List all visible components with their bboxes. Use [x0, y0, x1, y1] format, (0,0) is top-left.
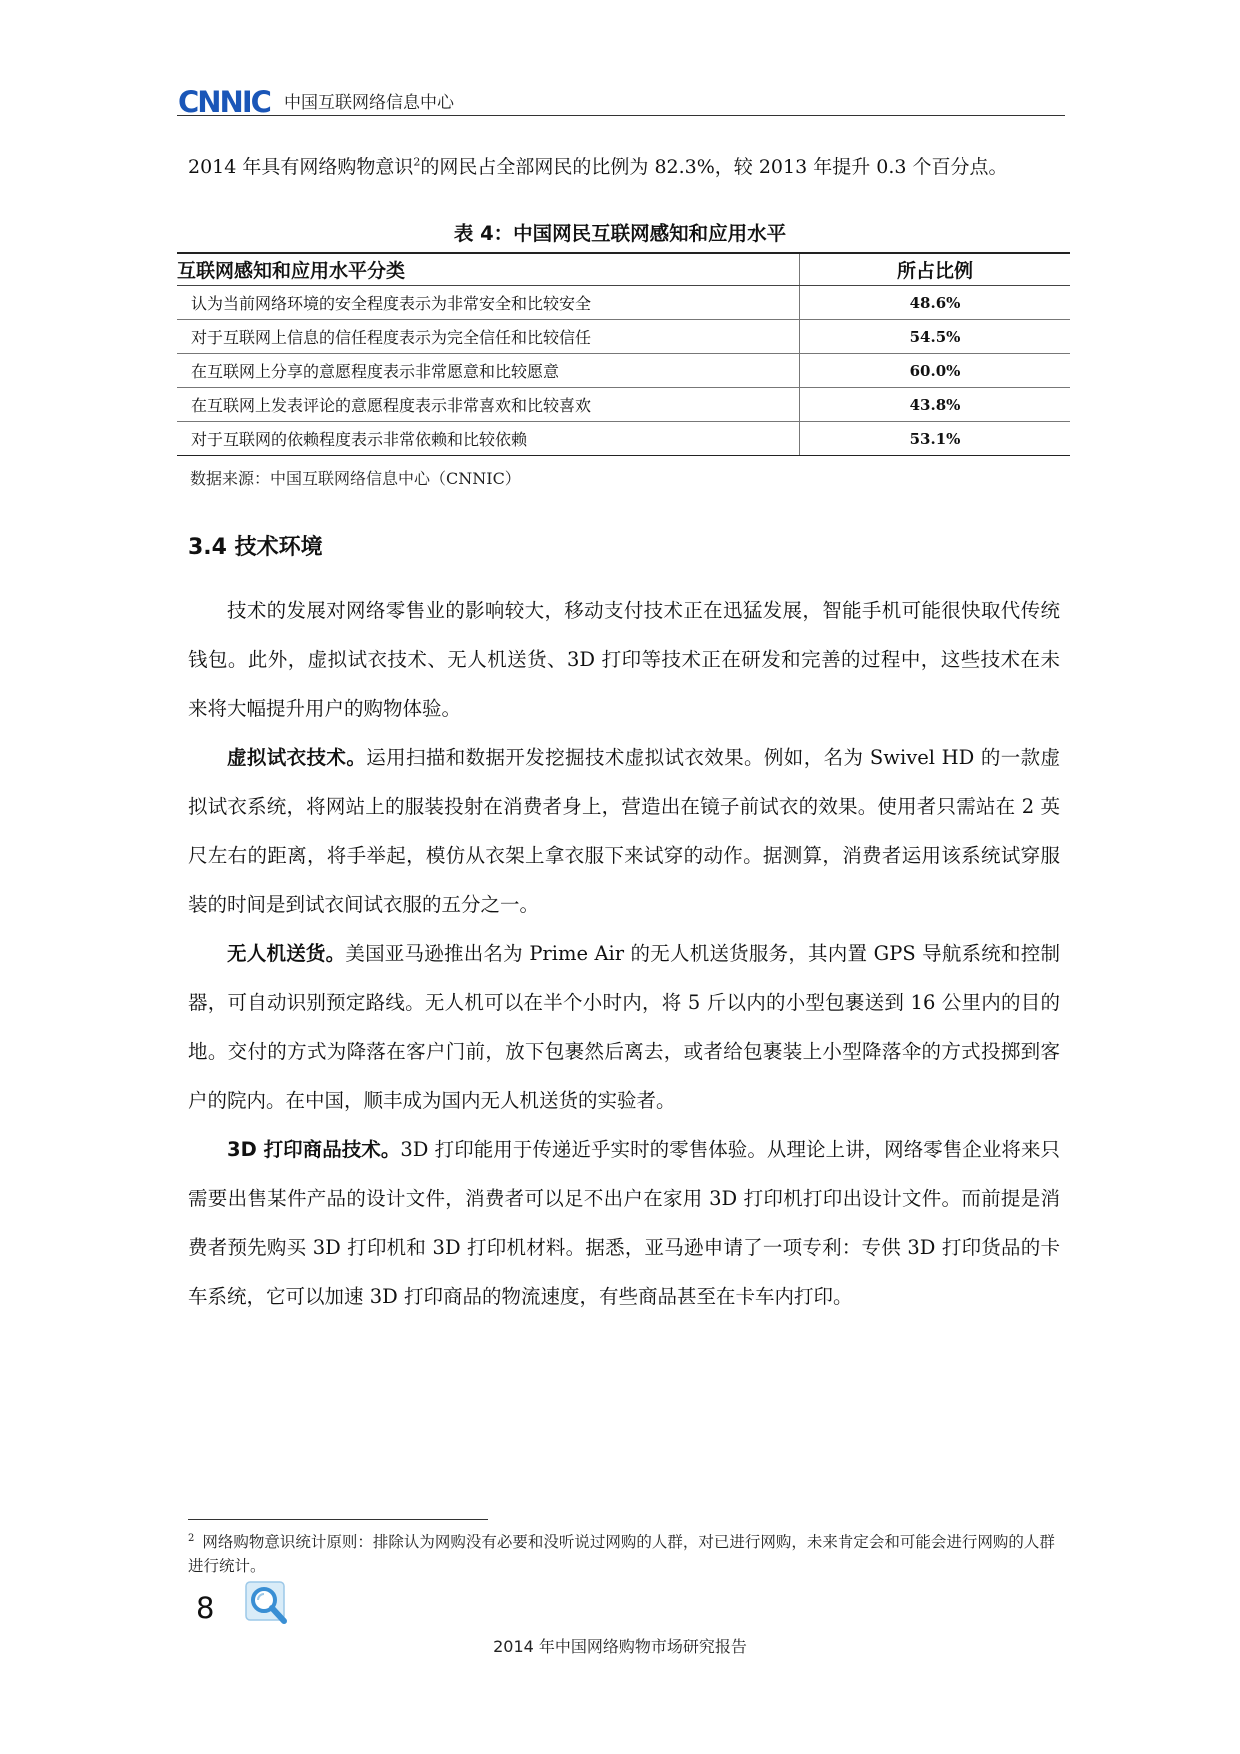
header-divider [177, 115, 1065, 116]
row-value: 43.8% [800, 388, 1071, 422]
page-number: 8 [196, 1591, 215, 1625]
intro-paragraph [188, 152, 1068, 179]
row-value: 54.5% [800, 320, 1071, 354]
section-body [188, 586, 1060, 1321]
intro-suffix: 的网民占全部网民的比例为 82.3%，较 2013 年提升 0.3 个百分点。 [420, 156, 1008, 178]
footnote-text: 网络购物意识统计原则：排除认为网购没有必要和没听说过网购的人群，对已进行网购，未来肯定会和可能会进行网购的人群进行统计。 [188, 1533, 1055, 1576]
awareness-table [177, 252, 1070, 456]
header-org-name: 中国互联网络信息中心 [284, 93, 454, 113]
table-row [177, 422, 1070, 456]
footnote-ref[interactable]: 2 [413, 155, 421, 169]
item-text: 美国亚马逊推出名为 Prime Air 的无人机送货服务，其内置 GPS 导航系统和控制器，可自动识别预定路线。无人机可以在半个小时内，将 5 斤以内的小型包裹送到 16 公里内的目的地。交付的方式为降落在客户门前，放下包裹然后离去，或者给包裹装上小型降落伞的方式投掷到客户的院内。在中国，顺丰成为国内无人机送货的实验者。 [188, 942, 1060, 1112]
footnote-marker: 2 [188, 1533, 195, 1544]
intro-prefix: 2014 年具有网络购物意识 [188, 156, 414, 178]
table-row [177, 388, 1070, 422]
table-caption: 表 4：中国网民互联网感知和应用水平 [453, 222, 787, 245]
table-row [177, 286, 1070, 320]
row-label: 对于互联网的依赖程度表示非常依赖和比较依赖 [177, 422, 800, 456]
magnifier-icon [244, 1578, 294, 1628]
row-label: 认为当前网络环境的安全程度表示为非常安全和比较安全 [177, 286, 800, 320]
row-label: 在互联网上发表评论的意愿程度表示非常喜欢和比较喜欢 [177, 388, 800, 422]
item-paragraph-3d-printing [188, 1125, 1060, 1321]
item-paragraph-drone-delivery [188, 929, 1060, 1125]
cnnic-logo [178, 86, 273, 116]
row-label: 对于互联网上信息的信任程度表示为完全信任和比较信任 [177, 320, 800, 354]
item-paragraph-virtual-fitting [188, 733, 1060, 929]
row-label: 在互联网上分享的意愿程度表示非常愿意和比较愿意 [177, 354, 800, 388]
header-category: 互联网感知和应用水平分类 [177, 253, 800, 286]
item-lead: 3D 打印商品技术。 [227, 1138, 401, 1161]
report-title: 2014 年中国网络购物市场研究报告 [493, 1637, 747, 1656]
footnote-divider [188, 1519, 488, 1520]
table-row [177, 320, 1070, 354]
footnote [188, 1527, 1068, 1578]
row-value: 60.0% [800, 354, 1071, 388]
header-share: 所占比例 [800, 253, 1071, 286]
table-row [177, 354, 1070, 388]
row-value: 53.1% [800, 422, 1071, 456]
section-intro-paragraph: 技术的发展对网络零售业的影响较大，移动支付技术正在迅猛发展，智能手机可能很快取代传统钱包。此外，虚拟试衣技术、无人机送货、3D 打印等技术正在研发和完善的过程中，这些技术在未来将大幅提升用户的购物体验。 [188, 599, 1060, 720]
item-text: 3D 打印能用于传递近乎实时的零售体验。从理论上讲，网络零售企业将来只需要出售某件产品的设计文件，消费者可以足不出户在家用 3D 打印机打印出设计文件。而前提是消费者预先购买 3D 打印机和 3D 打印机材料。据悉，亚马逊申请了一项专利：专供 3D 打印货品的卡车系统，它可以加速 3D 打印商品的物流速度，有些商品甚至在卡车内打印。 [188, 1138, 1060, 1308]
logo-text: CNNIC [178, 86, 270, 116]
row-value: 48.6% [800, 286, 1071, 320]
item-lead: 虚拟试衣技术。 [227, 746, 367, 769]
table-source: 数据来源：中国互联网络信息中心（CNNIC） [190, 469, 521, 488]
section-heading: 3.4 技术环境 [188, 535, 323, 560]
table-header-row [177, 253, 1070, 286]
item-lead: 无人机送货。 [227, 942, 346, 965]
item-text: 运用扫描和数据开发挖掘技术虚拟试衣效果。例如，名为 Swivel HD 的一款虚拟试衣系统，将网站上的服装投射在消费者身上，营造出在镜子前试衣的效果。使用者只需站在 2 英尺左右的距离，将手举起，模仿从衣架上拿衣服下来试穿的动作。据测算，消费者运用该系统试穿服装的时间是到试衣间试衣服的五分之一。 [188, 746, 1060, 916]
